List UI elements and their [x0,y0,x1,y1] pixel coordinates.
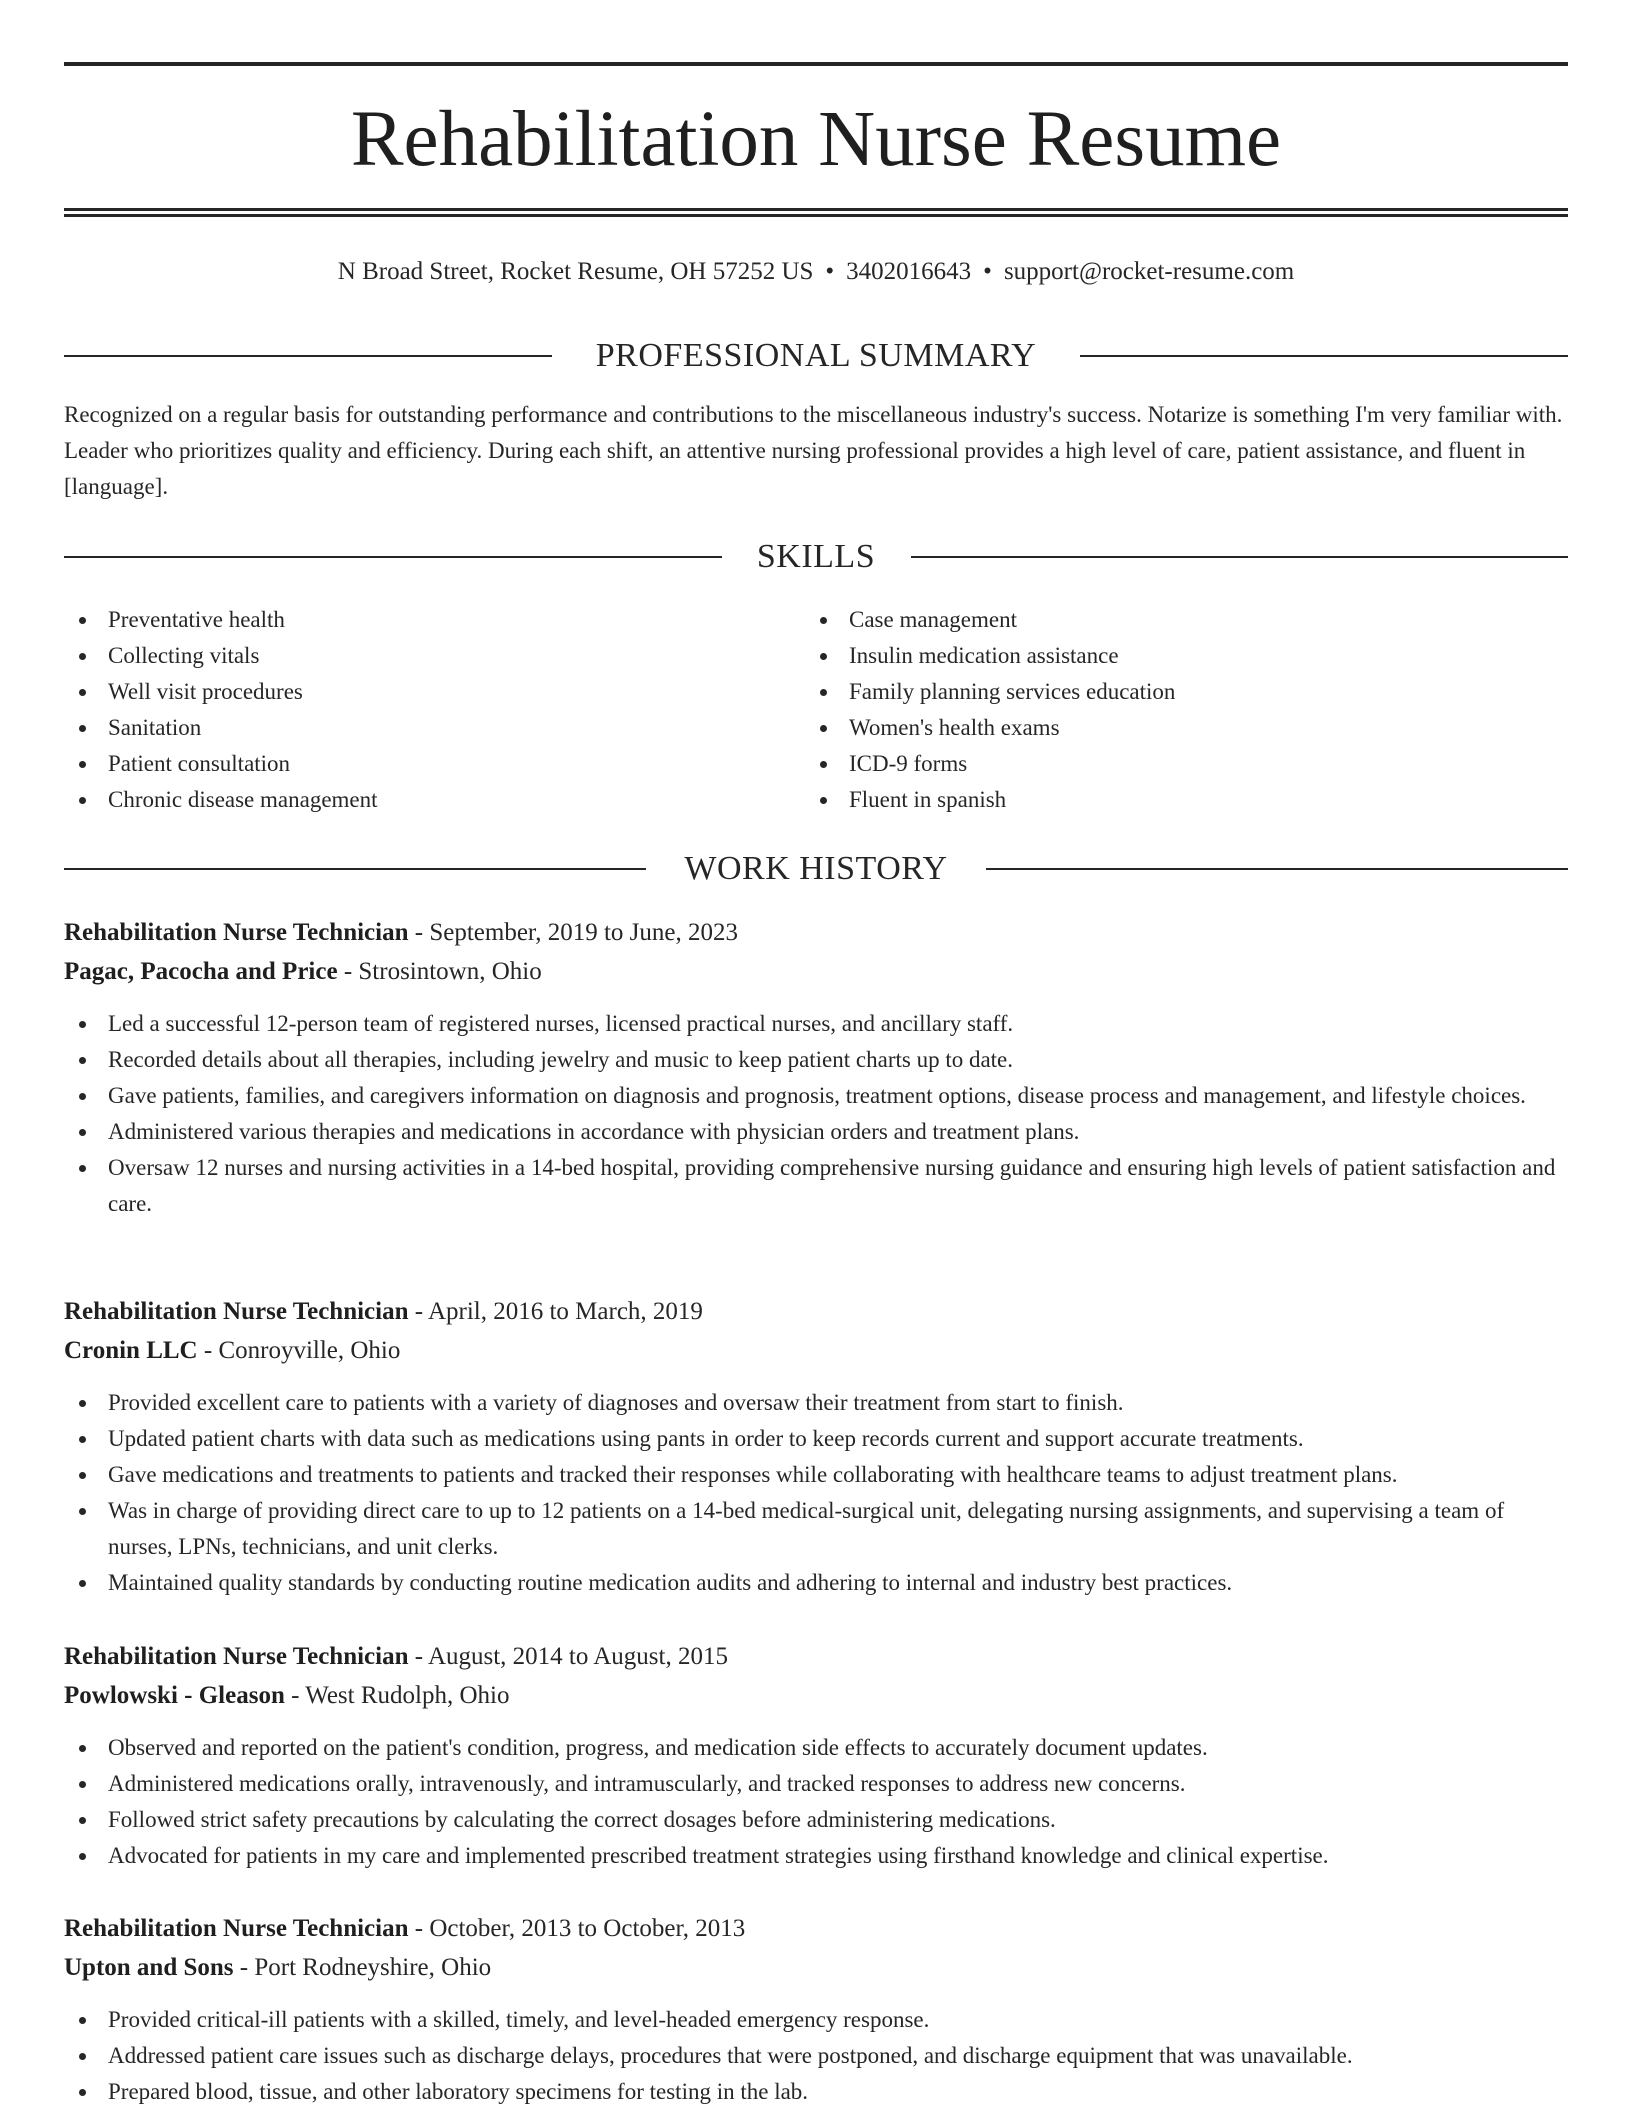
contact-separator: • [983,258,992,285]
job-bullet: Prepared blood, tissue, and other laboratory specimens for testing in the lab. [64,2074,1568,2110]
job-bullet: Provided critical-ill patients with a skilled, timely, and level-headed emergency response. [64,2002,1568,2038]
skill-item: Chronic disease management [64,782,764,818]
section-header-skills [64,535,1568,579]
skill-item: Sanitation [64,710,764,746]
job-location: Conroyville, Ohio [218,1337,401,1364]
job-bullets [64,1385,1568,1601]
skill-item: Women's health exams [805,710,1505,746]
job-company: Upton and Sons [64,1954,234,1981]
job-bullets [64,1730,1568,1874]
job-entry [64,1292,1568,1601]
job-title-line: Rehabilitation Nurse Technician - August, 2014 to August, 2015 [64,1643,728,1670]
job-bullet: Advocated for patients in my care and implemented prescribed treatment strategies using firsthand knowledge and clinical expertise. [64,1838,1568,1874]
job-title-line: Rehabilitation Nurse Technician - April, 2016 to March, 2019 [64,1298,703,1325]
contact-email: support@rocket-resume.com [1003,258,1295,285]
section-header-work [64,847,1568,891]
job-location: Port Rodneyshire, Ohio [254,1954,492,1981]
job-title-line: Rehabilitation Nurse Technician - October, 2013 to October, 2013 [64,1915,746,1942]
job-bullets [64,1006,1568,1222]
job-bullet: Updated patient charts with data such as medications using pants in order to keep records current and support accurate treatments. [64,1421,1568,1457]
job-bullet: Addressed patient care issues such as discharge delays, procedures that were postponed, and discharge equipment that was unavailable. [64,2038,1568,2074]
job-title: Rehabilitation Nurse Technician [64,1643,409,1670]
job-location: West Rudolph, Ohio [305,1682,510,1709]
summary-paragraph: Recognized on a regular basis for outstanding performance and contributions to the miscellaneous industry's success. Notarize is something I'm very familiar with. Leader who prioritizes quality and efficiency. During each shift, an attentive nursing professional provides a high level of care, patient assistance, and fluent in [language]. [64,402,1563,499]
job-bullet: Was in charge of providing direct care to up to 12 patients on a 14-bed medical-surgical unit, delegating nursing assignments, and supervising a team of nurses, LPNs, technicians, and unit clerks. [64,1493,1568,1565]
job-bullet: Maintained quality standards by conducting routine medication audits and adhering to internal and industry best practices. [64,1565,1568,1601]
job-bullet: Observed and reported on the patient's condition, progress, and medication side effects to accurately document updates. [64,1730,1568,1766]
job-bullet: Administered medications orally, intravenously, and intramuscularly, and tracked responses to address new concerns. [64,1766,1568,1802]
top-rule [64,62,1568,66]
skill-item: Insulin medication assistance [805,638,1505,674]
job-company-line: Pagac, Pacocha and Price - Strosintown, Ohio [64,958,542,985]
job-bullet: Recorded details about all therapies, including jewelry and music to keep patient charts up to date. [64,1042,1568,1078]
job-company: Powlowski - Gleason [64,1682,285,1709]
job-entry [64,1637,1568,1874]
job-title: Rehabilitation Nurse Technician [64,919,409,946]
job-location: Strosintown, Ohio [358,958,542,985]
skill-item: ICD-9 forms [805,746,1505,782]
job-company: Pagac, Pacocha and Price [64,958,338,985]
job-bullet: Oversaw 12 nurses and nursing activities in a 14-bed hospital, providing comprehensive nursing guidance and ensuring high levels of patient satisfaction and care. [64,1150,1568,1222]
job-title: Rehabilitation Nurse Technician [64,1298,409,1325]
section-title-work: WORK HISTORY [684,850,948,887]
section-title-summary: PROFESSIONAL SUMMARY [595,337,1037,374]
job-title: Rehabilitation Nurse Technician [64,1915,409,1942]
skill-item: Patient consultation [64,746,764,782]
job-company-line: Upton and Sons - Port Rodneyshire, Ohio [64,1954,492,1981]
skill-item: Case management [805,602,1505,638]
job-bullet: Administered various therapies and medications in accordance with physician orders and treatment plans. [64,1114,1568,1150]
section-header-summary [64,334,1568,378]
job-bullet: Led a successful 12-person team of registered nurses, licensed practical nurses, and ancillary staff. [64,1006,1568,1042]
job-bullet: Gave medications and treatments to patients and tracked their responses while collaborating with healthcare teams to adjust treatment plans. [64,1457,1568,1493]
skill-item: Family planning services education [805,674,1505,710]
job-entry [64,1909,1568,2110]
job-dates: October, 2013 to October, 2013 [429,1915,746,1942]
job-company-line: Powlowski - Gleason - West Rudolph, Ohio [64,1682,510,1709]
job-company: Cronin LLC [64,1337,198,1364]
job-dates: August, 2014 to August, 2015 [427,1643,728,1670]
skill-item: Preventative health [64,602,764,638]
contact-address: N Broad Street, Rocket Resume, OH 57252 US [337,258,814,285]
title-double-rule [64,208,1568,217]
job-entry [64,913,1568,1222]
job-bullet: Gave patients, families, and caregivers information on diagnosis and prognosis, treatment options, disease process and management, and lifestyle choices. [64,1078,1568,1114]
skill-item: Collecting vitals [64,638,764,674]
skills-column-right [805,602,1505,818]
skill-item: Fluent in spanish [805,782,1505,818]
section-title-skills: SKILLS [756,538,876,575]
job-dates: September, 2019 to June, 2023 [429,919,739,946]
job-company-line: Cronin LLC - Conroyville, Ohio [64,1337,401,1364]
job-bullets [64,2002,1568,2110]
skills-column-left [64,602,764,818]
job-bullet: Provided excellent care to patients with a variety of diagnoses and oversaw their treatment from start to finish. [64,1385,1568,1421]
job-title-line: Rehabilitation Nurse Technician - September, 2019 to June, 2023 [64,919,739,946]
contact-separator: • [825,258,835,285]
job-bullet: Followed strict safety precautions by calculating the correct dosages before administering medications. [64,1802,1568,1838]
job-dates: April, 2016 to March, 2019 [427,1298,703,1325]
skill-item: Well visit procedures [64,674,764,710]
contact-phone: 3402016643 [846,258,972,285]
page-title: Rehabilitation Nurse Resume [350,96,1282,183]
contact-line [64,252,1568,292]
